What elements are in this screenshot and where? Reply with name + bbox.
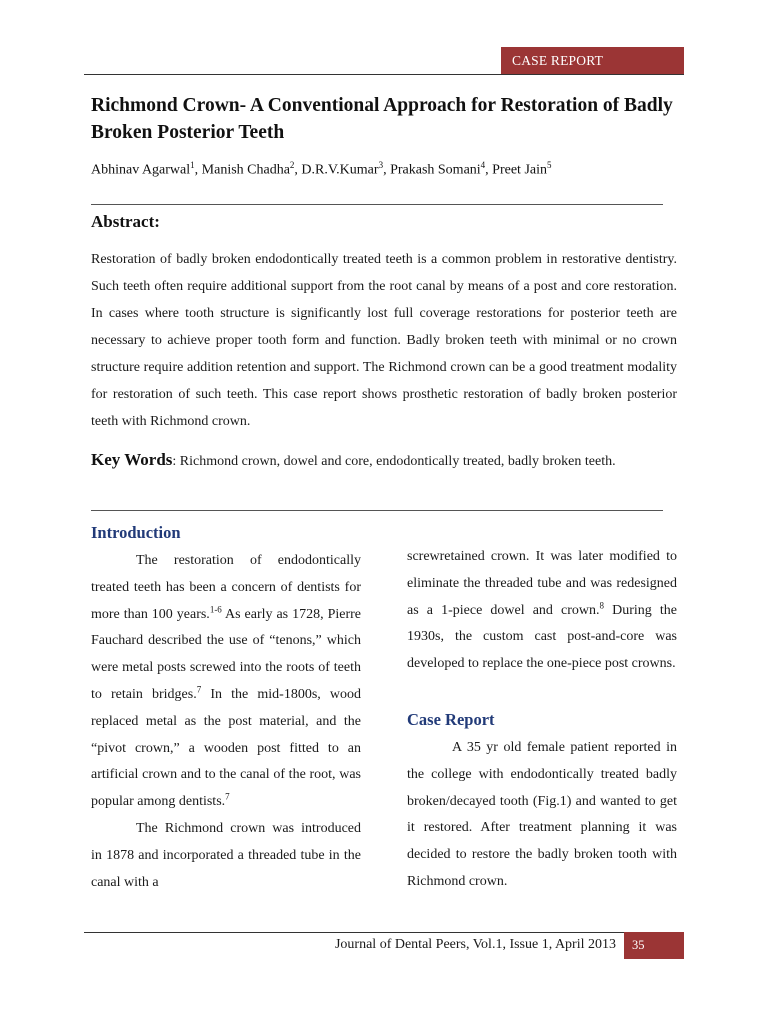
journal-citation: Journal of Dental Peers, Vol.1, Issue 1, April 2013 [334,937,616,952]
footer-rule [84,932,684,933]
column-left [91,548,361,896]
column-right [407,544,677,678]
keywords-text: : Richmond crown, dowel and core, endodontically treated, badly broken teeth. [172,454,616,469]
abstract-heading: Abstract: [91,212,160,231]
section-label: CASE REPORT [501,47,684,75]
citation: 7 [196,684,202,695]
citation: 8 [599,599,605,610]
intro-paragraph-1: The restoration of endodontically treated teeth has been a concern of dentists for more than 100 years.$^{1-6}$ As early as 1728, Pierre Fauchard described the use of “tenons,” which were metal posts screwed into the roots of teeth to retain bridges.$^7$ In the mid-1800s, wood replaced metal as the post material, and the “pivot crown,” a wooden post fitted to an artificial crown and to the canal of the root, was popular among dentists.$^7$ [91,553,361,810]
author-name: D.R.V.Kumar [301,162,379,178]
author-name: Prakash Somani [390,162,481,178]
author-affiliation: 3 [378,160,384,170]
case-report-column [407,735,677,896]
case-report-paragraph: A 35 yr old female patient reported in the college with endodontically treated badly broken/decayed tooth (Fig.1) and wanted to get it restored. After treatment planning it was decided to restore the badly broken tooth with Richmond crown. [407,740,677,889]
case-report-heading: Case Report [407,710,495,729]
keywords [91,450,681,470]
intro-paragraph-3: screwretained crown. It was later modified to eliminate the threaded tube and was redesigned as a 1-piece dowel and crown.$^8$ During the 1930s, the custom cast post-and-core was developed to replace the one-piece post crowns. [407,549,678,672]
header-rule [84,74,684,75]
author-list: Abhinav Agarwal$^1$, Manish Chadha$^2$, D.R.V.Kumar$^3$, Prakash Somani$^4$, Preet Jain$^5$ [91,160,552,178]
citation: 1-6 [209,603,222,614]
author-name: Preet Jain [492,162,547,178]
citation: 7 [225,791,230,802]
abstract-text: Restoration of badly broken endodontically treated teeth is a common problem in restorative dentistry. Such teeth often require additional support from the root canal by means of a post and core restoration. In cases where tooth structure is significantly lost full coverage restorations for posterior teeth are necessary to achieve proper tooth form and function. Badly broken teeth with minimal or no crown structure require addition retention and support. The Richmond crown can be a good treatment modality for restoration of such teeth. This case report shows prosthetic restoration of badly broken posterior teeth with Richmond crown. [91,252,677,429]
author-affiliation: 2 [289,160,295,170]
author-name: Abhinav Agarwal [91,162,191,178]
article-title: Richmond Crown- A Conventional Approach for Restoration of Badly Broken Posterior Teeth [91,95,673,143]
intro-paragraph-2: The Richmond crown was introduced in 1878 and incorporated a threaded tube in the canal with a [91,820,361,890]
page-number: 35 [624,932,684,959]
introduction-heading: Introduction [91,523,181,542]
separator-line [91,204,663,205]
author-name: Manish Chadha [201,162,290,178]
author-affiliation: 1 [190,160,195,170]
keywords-label: Key Words [91,450,173,469]
author-affiliation: 4 [480,160,486,170]
separator-line [91,510,663,511]
author-affiliation: 5 [547,160,552,170]
